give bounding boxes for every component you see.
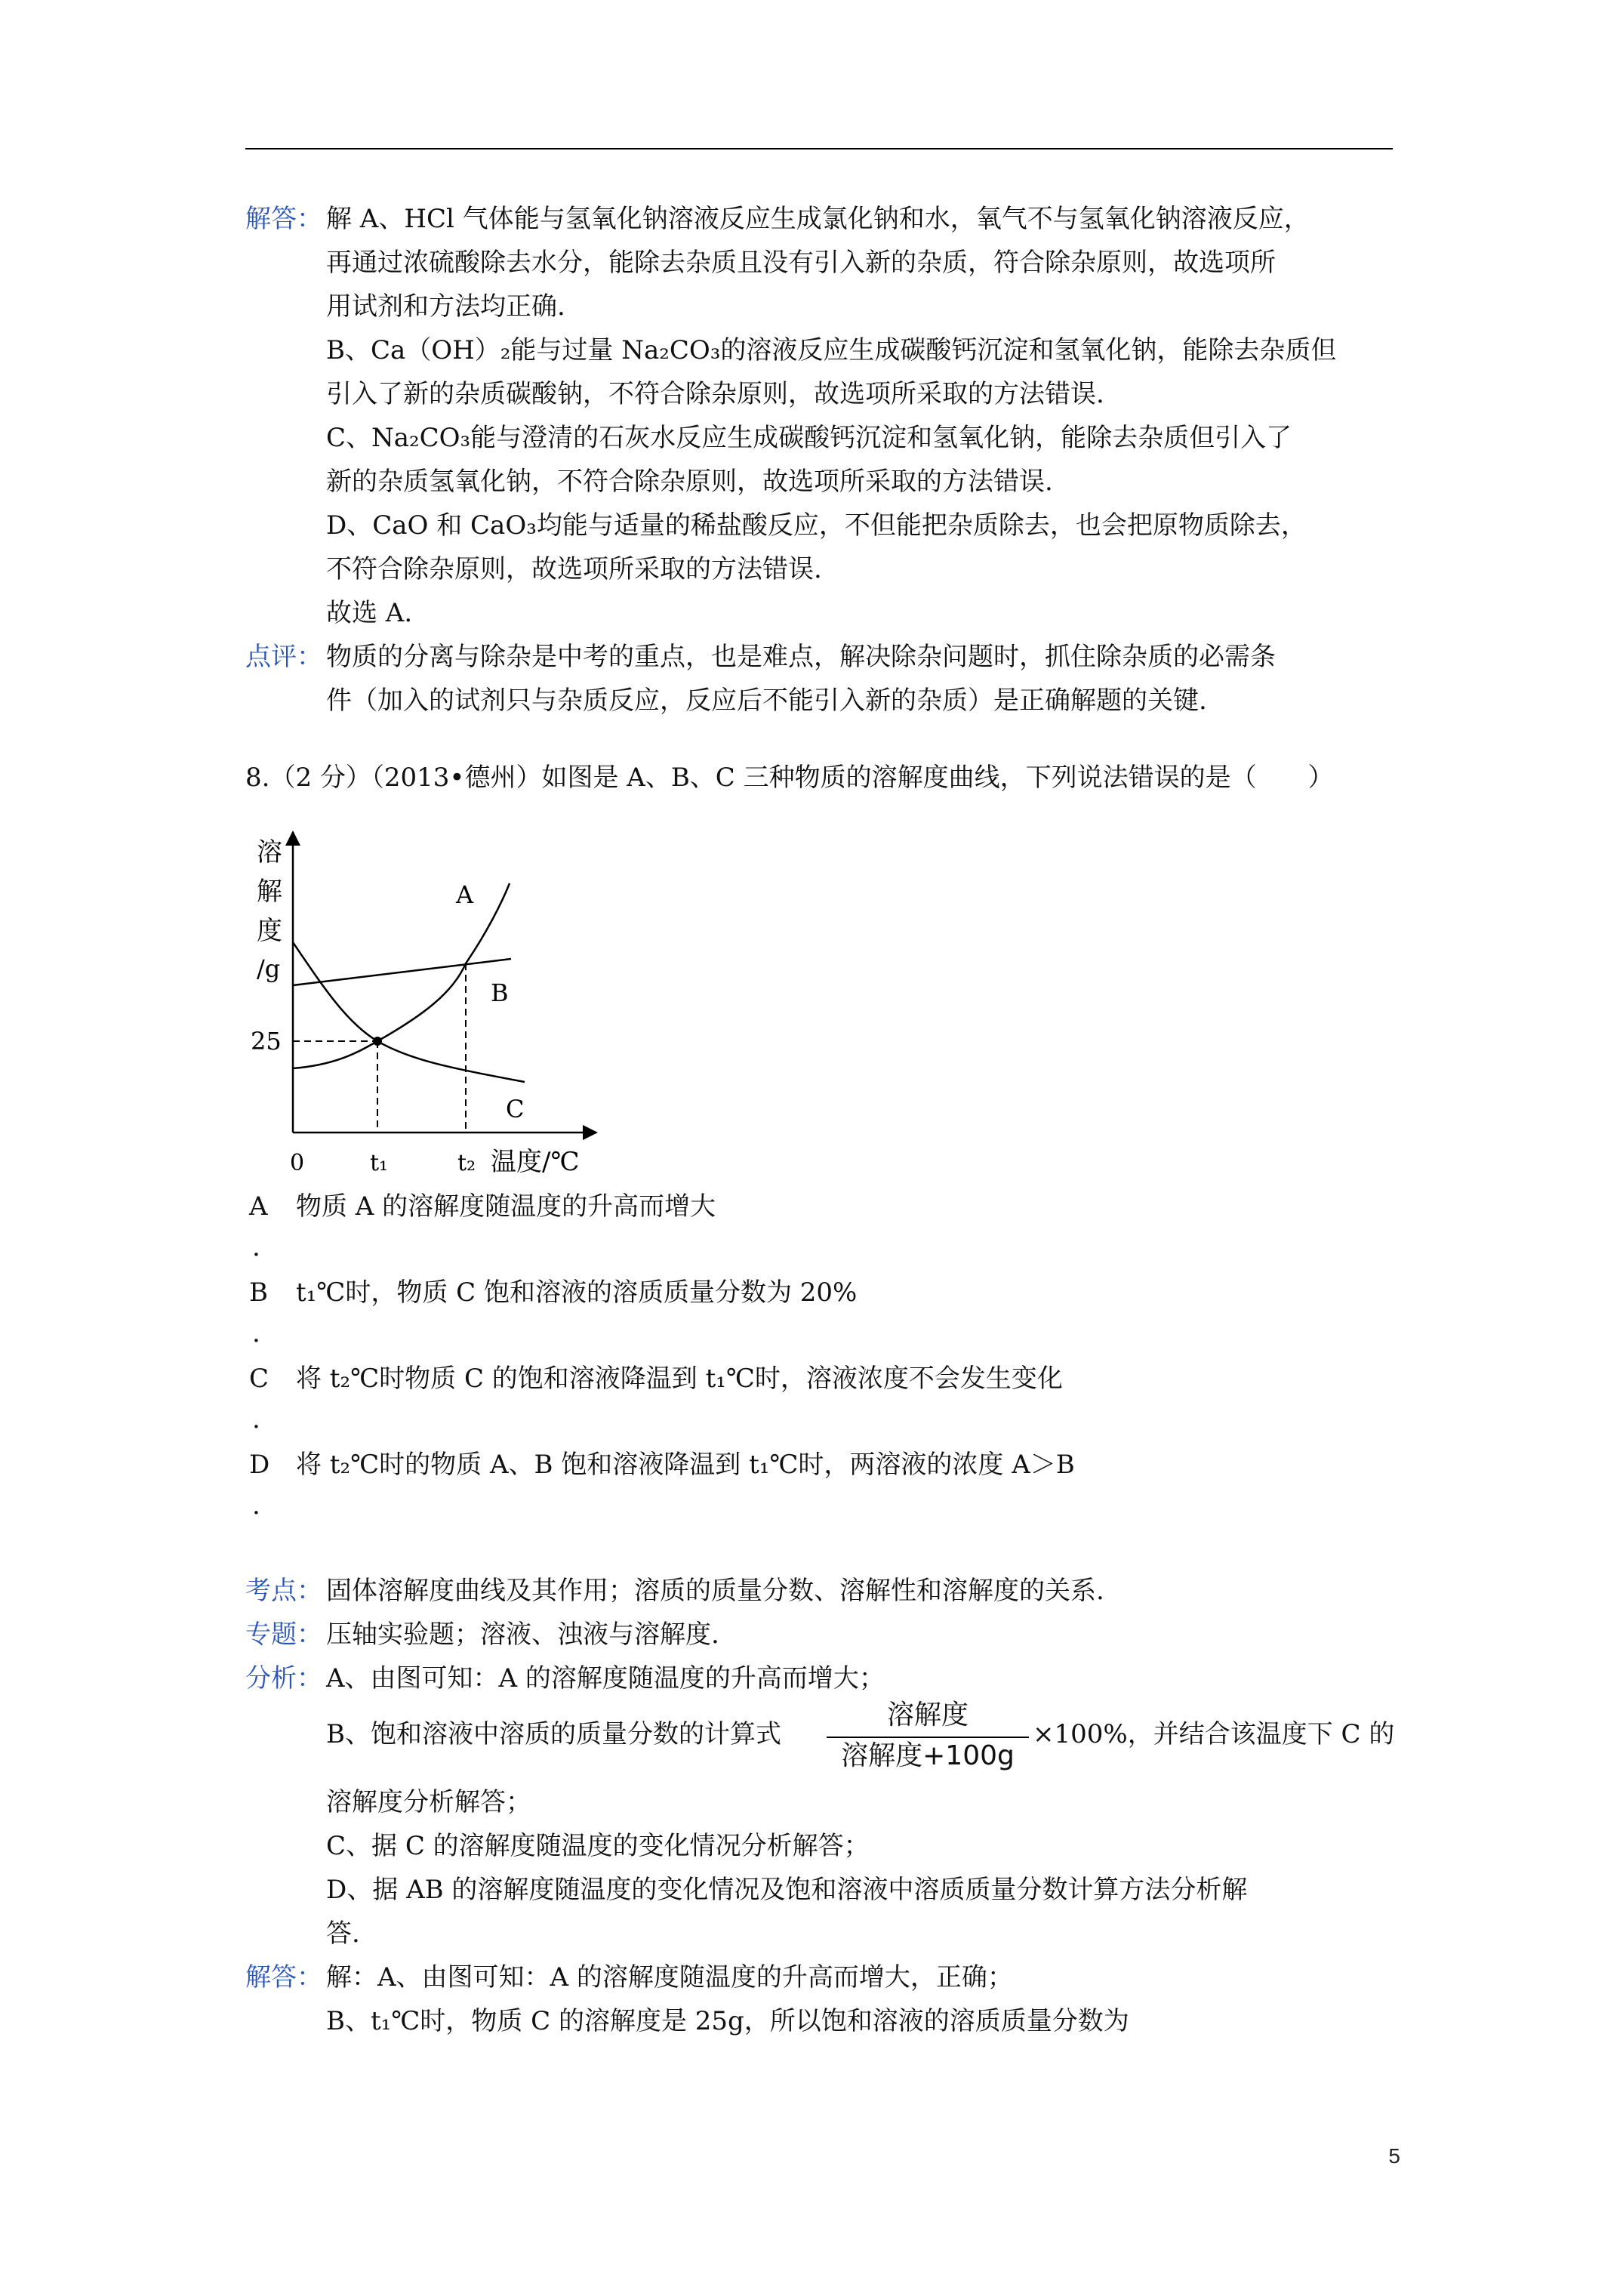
page-number: 5 <box>1388 2144 1400 2168</box>
answer-line-d1: D、CaO 和 CaO₃均能与适量的稀盐酸反应，不但能把杂质除去，也会把原物质除去， <box>326 510 1307 541</box>
option-b-dot: . <box>252 1318 260 1348</box>
kaodian-text: 固体溶解度曲线及其作用；溶质的质量分数、溶解性和溶解度的关系. <box>326 1576 1104 1606</box>
answer-conclusion: 故选 A. <box>326 598 413 628</box>
review-line-1: 物质的分离与除杂是中考的重点，也是难点，解决除杂问题时，抓住除杂质的必需条 <box>326 642 1276 672</box>
answer-line-d2: 不符合除杂原则，故选项所采取的方法错误. <box>326 554 822 584</box>
option-d-text: 将 t₂℃时的物质 A、B 饱和溶液降温到 t₁℃时，两溶液的浓度 A＞B <box>296 1450 1075 1480</box>
option-b-text: t₁℃时，物质 C 饱和溶液的溶质质量分数为 20% <box>296 1277 858 1308</box>
answer-8-line-2: B、t₁℃时，物质 C 的溶解度是 25g，所以饱和溶液的溶质质量分数为 <box>326 2006 1129 2036</box>
kaodian-label: 考点： <box>245 1576 322 1606</box>
review-label: 点评： <box>245 642 322 672</box>
option-a-letter: A <box>249 1191 268 1222</box>
answer-8-label: 解答： <box>245 1962 322 1992</box>
option-a-text: 物质 A 的溶解度随温度的升高而增大 <box>296 1191 716 1222</box>
curve-b-label: B <box>491 978 509 1007</box>
fenxi-line-b-post: ×100%，并结合该温度下 C 的 <box>1033 1719 1395 1749</box>
fenxi-label: 分析： <box>245 1663 322 1693</box>
y-label-char-3: 度 <box>257 916 282 946</box>
solubility-curve-figure <box>242 823 619 1178</box>
mass-fraction-formula <box>827 1699 1029 1771</box>
answer-8-line-1: 解：A、由图可知：A 的溶解度随温度的升高而增大，正确； <box>326 1962 1013 1992</box>
option-c-text: 将 t₂℃时物质 C 的饱和溶液降温到 t₁℃时，溶液浓度不会发生变化 <box>296 1364 1063 1394</box>
answer-line-a3: 用试剂和方法均正确. <box>326 291 565 322</box>
fenxi-line-d1: D、据 AB 的溶解度随温度的变化情况及饱和溶液中溶质质量分数计算方法分析解 <box>326 1875 1248 1905</box>
intersection-point <box>373 1037 382 1046</box>
answer-line-c2: 新的杂质氢氧化钠，不符合除杂原则，故选项所采取的方法错误. <box>326 467 1053 497</box>
curve-c-label: C <box>506 1095 525 1123</box>
answer-line-b2: 引入了新的杂质碳酸钠，不符合除杂原则，故选项所采取的方法错误. <box>326 379 1104 409</box>
fraction-bar <box>827 1737 1029 1738</box>
fenxi-line-c: C、据 C 的溶解度随温度的变化情况分析解答； <box>326 1831 870 1861</box>
fenxi-line-a: A、由图可知：A 的溶解度随温度的升高而增大； <box>326 1663 885 1693</box>
curve-a <box>293 883 510 1068</box>
formula-denominator: 溶解度+100g <box>841 1740 1015 1771</box>
x-tick-0: 0 <box>290 1150 305 1176</box>
answer-label: 解答： <box>245 204 322 234</box>
answer-line-c1: C、Na₂CO₃能与澄清的石灰水反应生成碳酸钙沉淀和氢氧化钠，能除去杂质但引入了 <box>326 423 1292 453</box>
zhuanti-text: 压轴实验题；溶液、浊液与溶解度. <box>326 1620 719 1650</box>
answer-line-b1: B、Ca（OH）₂能与过量 Na₂CO₃的溶液反应生成碳酸钙沉淀和氢氧化钠，能除去杂质但 <box>326 335 1337 365</box>
x-tick-t2: t₂ <box>457 1150 476 1176</box>
curve-b <box>293 959 511 985</box>
option-d-letter: D <box>249 1450 270 1480</box>
curve-a-label: A <box>456 880 474 909</box>
y-tick-25: 25 <box>251 1027 282 1056</box>
x-axis-label: 温度/℃ <box>491 1147 580 1177</box>
option-d-dot: . <box>252 1490 260 1521</box>
question-8-stem: 8.（2 分）（2013•德州）如图是 A、B、C 三种物质的溶解度曲线，下列说法错误的是（ ） <box>245 763 1334 793</box>
y-label-unit: /g <box>257 954 281 983</box>
review-line-2: 件（加入的试剂只与杂质反应，反应后不能引入新的杂质）是正确解题的关键. <box>326 686 1207 716</box>
fenxi-line-b-pre: B、饱和溶液中溶质的质量分数的计算式 <box>326 1719 781 1749</box>
formula-numerator: 溶解度 <box>886 1700 969 1730</box>
curve-c <box>293 942 525 1082</box>
option-b-letter: B <box>249 1277 268 1308</box>
y-label-char-1: 溶 <box>257 837 282 868</box>
header-rule <box>245 148 1393 149</box>
option-c-letter: C <box>249 1364 269 1394</box>
y-label-char-2: 解 <box>257 877 282 907</box>
fenxi-line-b2: 溶解度分析解答； <box>326 1787 531 1817</box>
answer-line-a2: 再通过浓硫酸除去水分，能除去杂质且没有引入新的杂质，符合除杂原则，故选项所 <box>326 248 1276 278</box>
option-a-dot: . <box>252 1232 260 1262</box>
answer-line-a1: 解 A、HCl 气体能与氢氧化钠溶液反应生成氯化钠和水，氧气不与氢氧化钠溶液反应， <box>326 204 1310 234</box>
x-tick-t1: t₁ <box>370 1150 389 1176</box>
fenxi-line-d2: 答. <box>326 1918 360 1949</box>
option-c-dot: . <box>252 1404 260 1435</box>
zhuanti-label: 专题： <box>245 1620 322 1650</box>
